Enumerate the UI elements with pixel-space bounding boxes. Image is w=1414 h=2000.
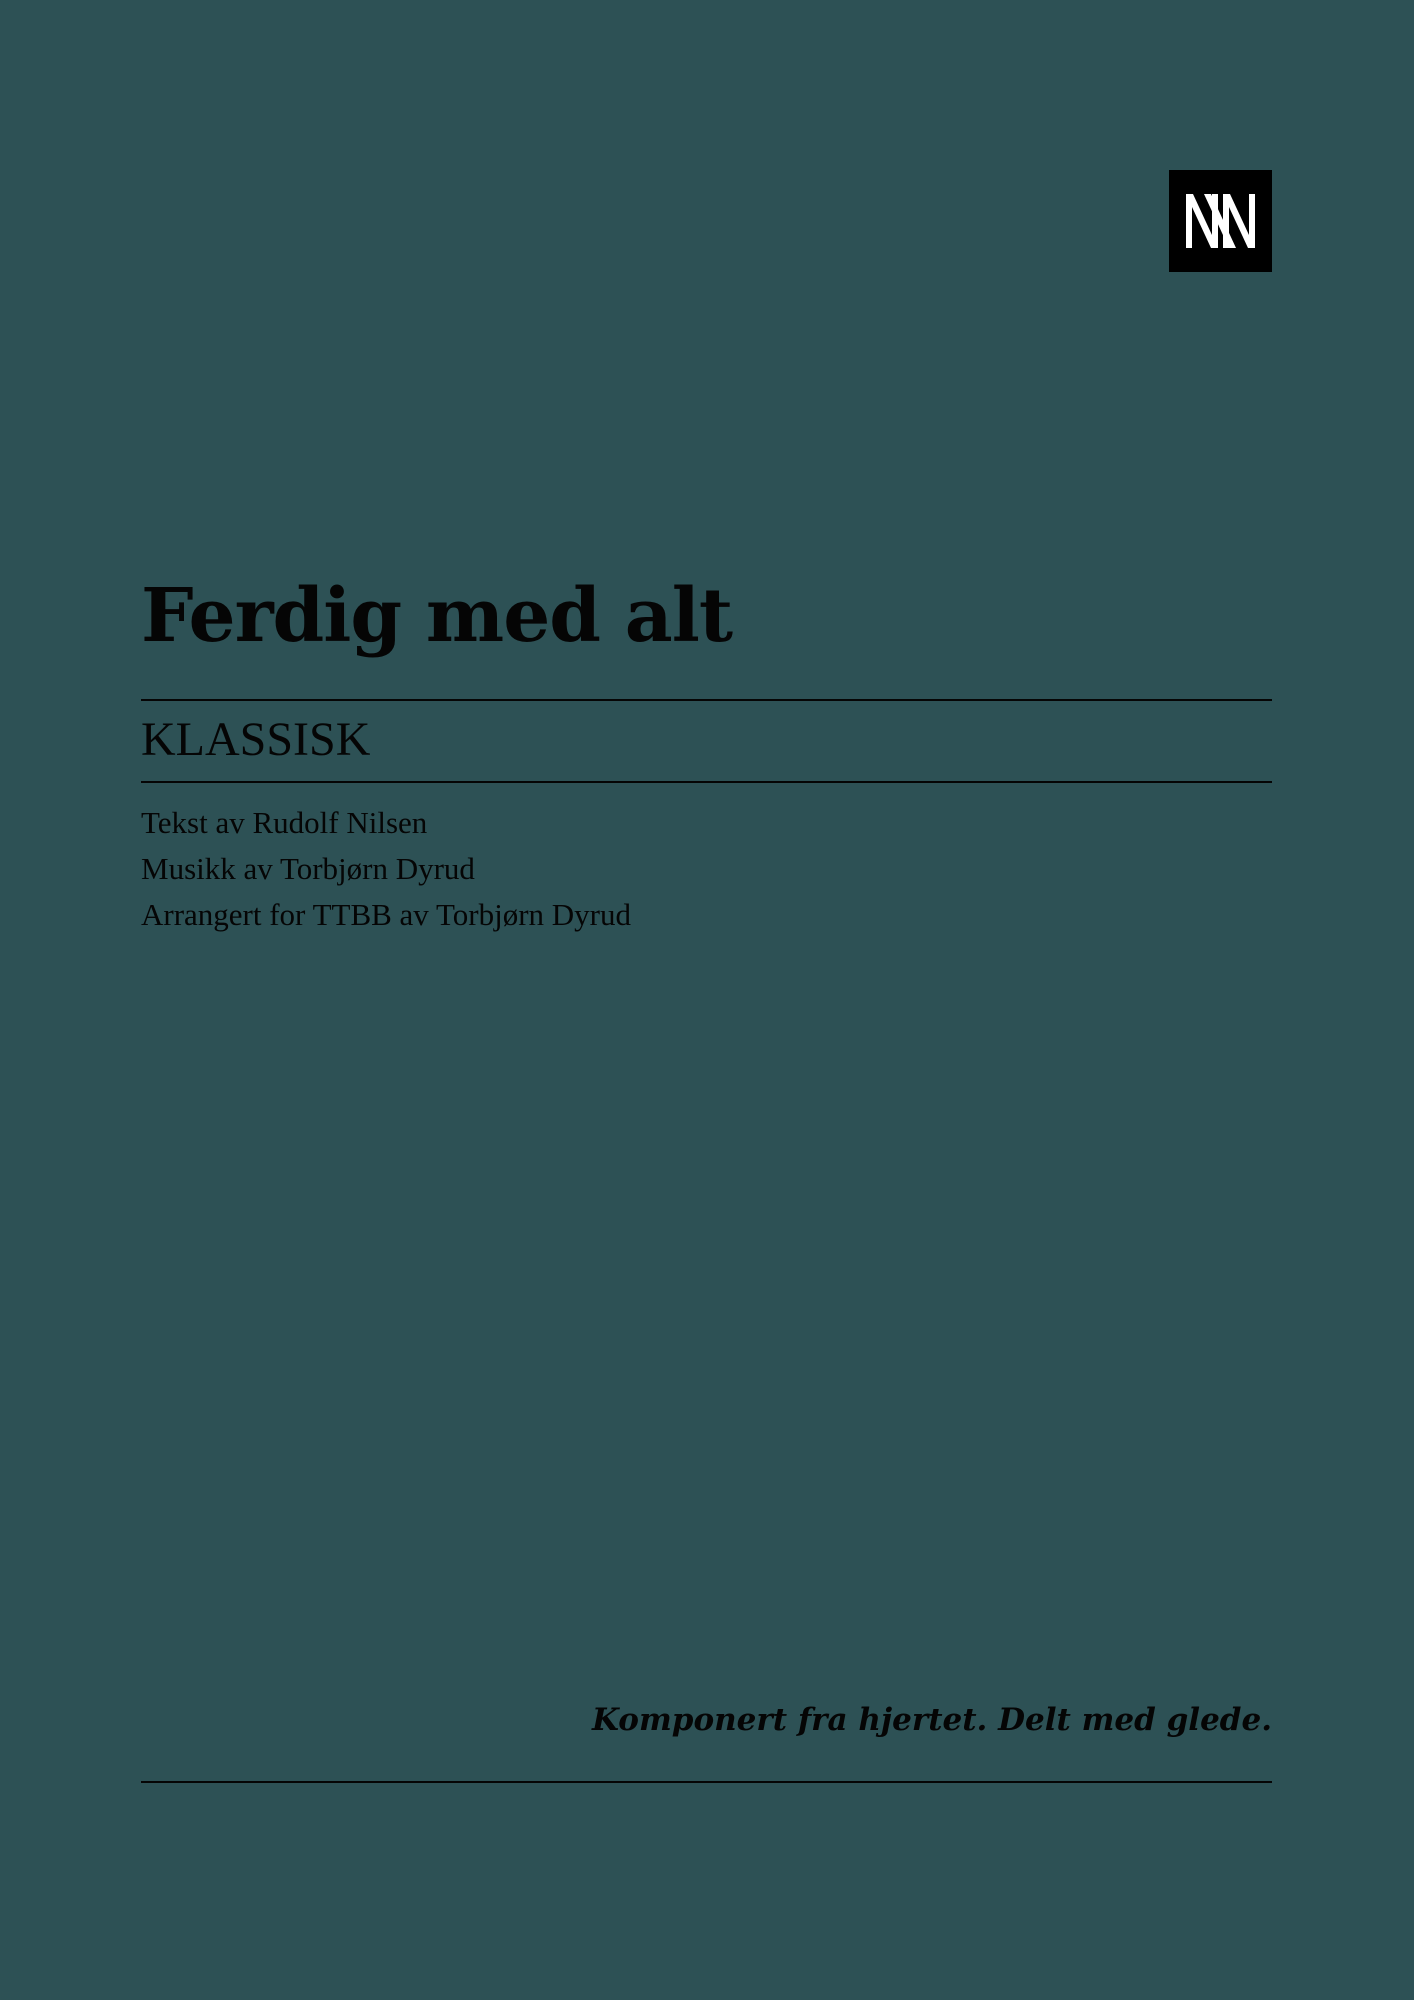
divider-bottom	[141, 1781, 1272, 1783]
credits-block	[141, 800, 631, 938]
credit-music: Musikk av Torbjørn Dyrud	[141, 851, 475, 886]
divider-top	[141, 699, 1272, 701]
tagline: Komponert fra hjertet. Delt med glede.	[592, 1702, 1272, 1738]
credit-lyrics: Tekst av Rudolf Nilsen	[141, 805, 428, 840]
publisher-logo	[1169, 170, 1272, 272]
genre-label: KLASSISK	[141, 713, 371, 766]
score-title: Ferdig med alt	[141, 573, 733, 659]
divider-middle	[141, 781, 1272, 783]
credit-arrangement: Arrangert for TTBB av Torbjørn Dyrud	[141, 897, 631, 932]
nn-monogram-icon	[1169, 170, 1272, 272]
